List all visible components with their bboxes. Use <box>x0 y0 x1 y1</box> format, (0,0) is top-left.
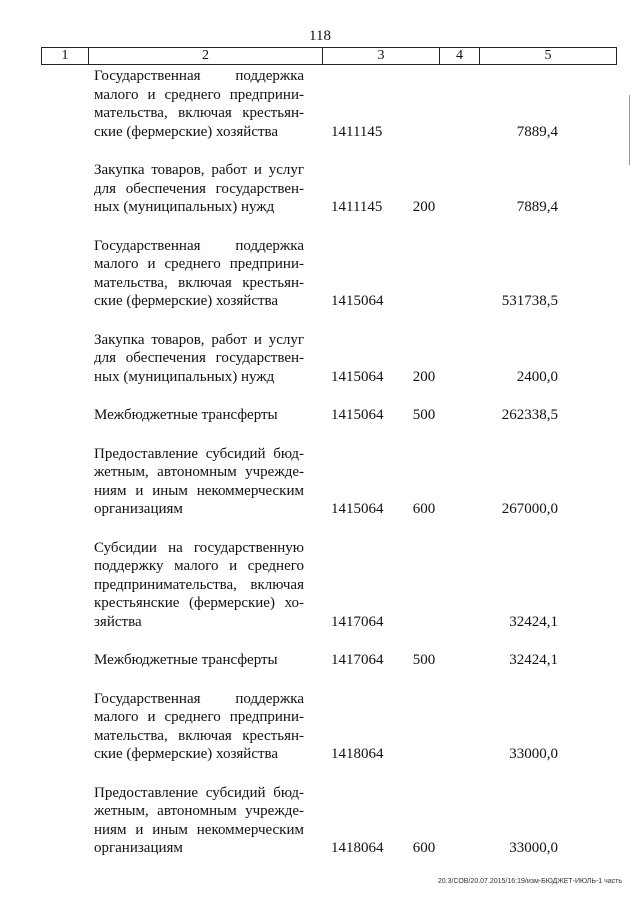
row-description <box>94 67 304 141</box>
description-line: мательства, включая крестьян- <box>94 105 304 121</box>
target-article-code: 1411145 <box>331 199 383 215</box>
target-article-code: 1415064 <box>331 368 384 385</box>
expense-type-code: 600 <box>412 840 436 856</box>
description-line: ские (фермерские) хозяйства <box>94 123 279 140</box>
column-header-5: 5 <box>544 48 552 63</box>
target-article-code: 1415064 <box>331 293 384 309</box>
row-description <box>94 331 304 387</box>
row-description <box>94 651 304 670</box>
expense-type-code: 200 <box>412 368 436 385</box>
budget-table-body <box>0 67 640 878</box>
description-line: жетным, автономным учрежде- <box>94 803 304 819</box>
scan-edge-mark <box>629 95 630 165</box>
expense-type-code: 500 <box>412 407 436 423</box>
table-row <box>0 237 640 311</box>
description-line: зяйства <box>94 613 142 630</box>
description-line: ных (муниципальных) нужд <box>94 199 275 215</box>
column-header-3: 3 <box>323 48 440 64</box>
description-line: поддержку малого и среднего <box>94 558 304 574</box>
expense-type-code: 200 <box>412 199 436 215</box>
description-line: крестьянские (фермерские) хо- <box>94 595 304 611</box>
row-description <box>94 406 304 425</box>
expense-type-code: 500 <box>412 652 436 668</box>
description-line: Межбюджетные трансферты <box>94 652 278 668</box>
description-line: для обеспечения государствен- <box>94 180 304 197</box>
row-description <box>94 445 304 519</box>
row-description <box>94 237 304 311</box>
description-line: организациям <box>94 501 183 517</box>
description-line: Государственная поддержка <box>94 237 304 254</box>
description-line: Межбюджетные трансферты <box>94 407 278 423</box>
amount-value: 32424,1 <box>509 652 558 668</box>
column-header-4: 4 <box>440 48 480 64</box>
description-line: Предоставление субсидий бюд- <box>94 784 304 801</box>
table-row <box>0 784 640 858</box>
description-line: Закупка товаров, работ и услуг <box>94 162 304 178</box>
description-line: мательства, включая крестьян- <box>94 274 304 291</box>
target-article-code: 1417064 <box>331 652 384 668</box>
amount-value: 7889,4 <box>516 199 558 215</box>
column-header-1: 1 <box>42 48 89 64</box>
description-line: организациям <box>94 840 183 856</box>
description-line: ские (фермерские) хозяйства <box>94 293 279 309</box>
description-line: предпринимательства, включая <box>94 576 304 593</box>
page-number: 118 <box>309 28 331 44</box>
table-row <box>0 406 640 425</box>
amount-value: 267000,0 <box>501 501 558 517</box>
description-line: ных (муниципальных) нужд <box>94 368 275 385</box>
amount-value: 7889,4 <box>516 123 558 140</box>
row-description <box>94 690 304 764</box>
amount-value: 262338,5 <box>501 407 558 423</box>
description-line: мательства, включая крестьян- <box>94 727 304 744</box>
target-article-code: 1415064 <box>331 407 384 423</box>
table-row <box>0 67 640 141</box>
table-row <box>0 331 640 387</box>
target-article-code: 1418064 <box>331 840 384 856</box>
table-row <box>0 539 640 632</box>
amount-value: 33000,0 <box>509 840 558 856</box>
table-header <box>41 47 617 65</box>
target-article-code: 1417064 <box>331 613 384 630</box>
amount-value: 531738,5 <box>501 293 558 309</box>
description-line: жетным, автономным учрежде- <box>94 464 304 480</box>
target-article-code: 1418064 <box>331 746 384 762</box>
description-line: Предоставление субсидий бюд- <box>94 445 304 462</box>
description-line: ниям и иным некоммерческим <box>94 482 304 499</box>
row-description <box>94 161 304 217</box>
expense-type-code: 600 <box>412 501 436 517</box>
description-line: ские (фермерские) хозяйства <box>94 746 279 762</box>
description-line: Закупка товаров, работ и услуг <box>94 331 304 348</box>
description-line: Государственная поддержка <box>94 68 304 84</box>
table-row <box>0 651 640 670</box>
table-row <box>0 445 640 519</box>
description-line: малого и среднего предприни- <box>94 256 304 272</box>
table-row <box>0 690 640 764</box>
document-footer: 20.3/СОВ/20.07.2015/16:19/изм-БЮДЖЕТ-ИЮЛЬ-1 часть <box>437 878 622 885</box>
amount-value: 2400,0 <box>516 368 558 385</box>
description-line: ниям и иным некоммерческим <box>94 821 304 838</box>
description-line: малого и среднего предприни- <box>94 86 304 103</box>
row-description <box>94 539 304 632</box>
target-article-code: 1415064 <box>331 501 384 517</box>
target-article-code: 1411145 <box>331 123 383 140</box>
description-line: Субсидии на государственную <box>94 539 304 556</box>
description-line: Государственная поддержка <box>94 690 304 707</box>
description-line: для обеспечения государствен- <box>94 350 304 366</box>
table-row <box>0 161 640 217</box>
amount-value: 33000,0 <box>509 746 558 762</box>
amount-value: 32424,1 <box>509 613 558 630</box>
description-line: малого и среднего предприни- <box>94 709 304 725</box>
row-description <box>94 784 304 858</box>
column-header-2: 2 <box>89 48 323 64</box>
